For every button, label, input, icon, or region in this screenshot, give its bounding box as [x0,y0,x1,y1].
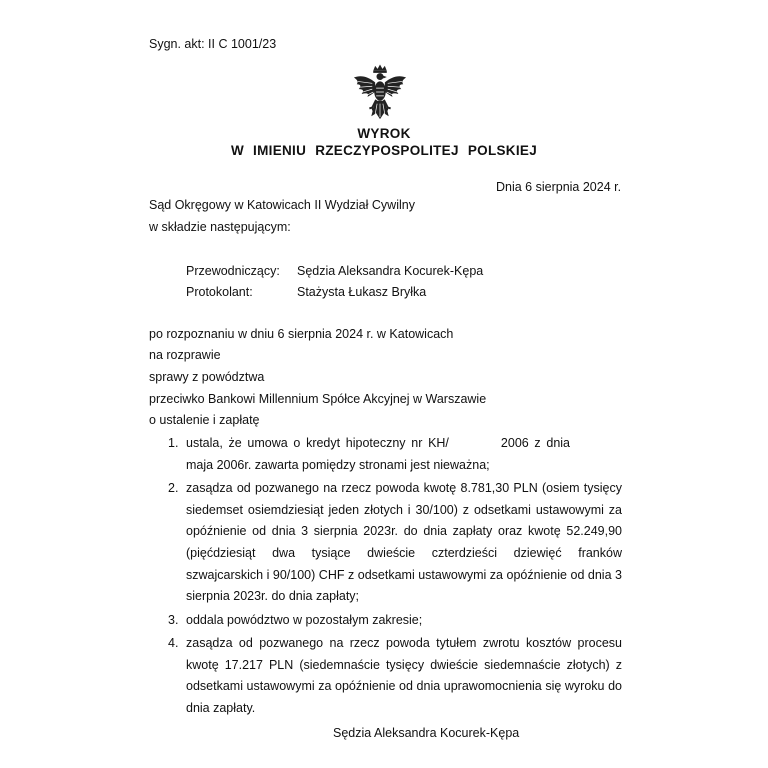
preamble-line: na rozprawie [149,348,221,362]
preamble-line: po rozpoznaniu w dniu 6 sierpnia 2024 r. w Katowicach [149,327,454,341]
ruling-item [162,633,622,720]
preamble-line: o ustalenie i zapłatę [149,413,260,427]
ruling-number: 1. [168,436,179,450]
ruling-text: oddala powództwo w pozostałym zakresie; [186,612,423,627]
ruling-item [162,610,622,632]
ruling-text: maja 2006r. zawarta pomiędzy stronami jest nieważna; [186,457,490,472]
ruling-text: zasądza od pozwanego na rzecz powoda tytułem zwrotu kosztów procesu kwotę 17.217 PLN (siedemnaście tysięcy dwieście siedemnaście złotych) z odsetkami ustawowymi za opóźnienie od dnia uprawomocnienia się wyroku do dnia zapłaty. [186,635,622,715]
document-title: WYROK [357,126,411,141]
document-subtitle: W IMIENIU RZECZYPOSPOLITEJ POLSKIEJ [230,143,538,158]
ruling-item [162,478,622,608]
presiding-judge-label: Przewodniczący: [186,264,280,278]
case-reference: Sygn. akt: II C 1001/23 [149,37,277,51]
ruling-number: 2. [168,480,179,495]
ruling-text: ustala, że umowa o kredyt hipoteczny nr KH/ [186,436,449,450]
judgment-date: Dnia 6 sierpnia 2024 r. [496,180,622,194]
ruling-number: 3. [168,612,179,627]
polish-eagle-emblem-icon [351,63,409,123]
ruling-text: 2006 z dnia [500,436,571,450]
preamble-line: przeciwko Bankowi Millennium Spółce Akcyjnej w Warszawie [149,392,487,406]
court-composition-intro: w składzie następującym: [149,220,291,234]
presiding-judge-name: Sędzia Aleksandra Kocurek-Kępa [297,264,484,278]
judge-signature: Sędzia Aleksandra Kocurek-Kępa [333,726,520,740]
court-reporter-name: Stażysta Łukasz Bryłka [297,285,427,299]
court-name: Sąd Okręgowy w Katowicach II Wydział Cywilny [149,198,415,212]
court-reporter-label: Protokolant: [186,285,253,299]
ruling-list [162,433,622,720]
ruling-number: 4. [168,635,179,650]
ruling-text: zasądza od pozwanego na rzecz powoda kwotę 8.781,30 PLN (osiem tysięcy siedemset osiemdziesiąt jeden złotych i 30/100) z odsetkami ustawowymi za opóźnienie od dnia 3 sierpnia 2023r. do dnia zapłaty oraz kwotę 52.249,90 (pięćdziesiąt dwa tysiące dwieście czterdzieści dziewięć franków szwajcarskich i 90/100) CHF z odsetkami ustawowymi za opóźnienie od dnia 3 sierpnia 2023r. do dnia zapłaty; [186,480,622,604]
ruling-item [162,433,622,476]
preamble-line: sprawy z powództwa [149,370,265,384]
